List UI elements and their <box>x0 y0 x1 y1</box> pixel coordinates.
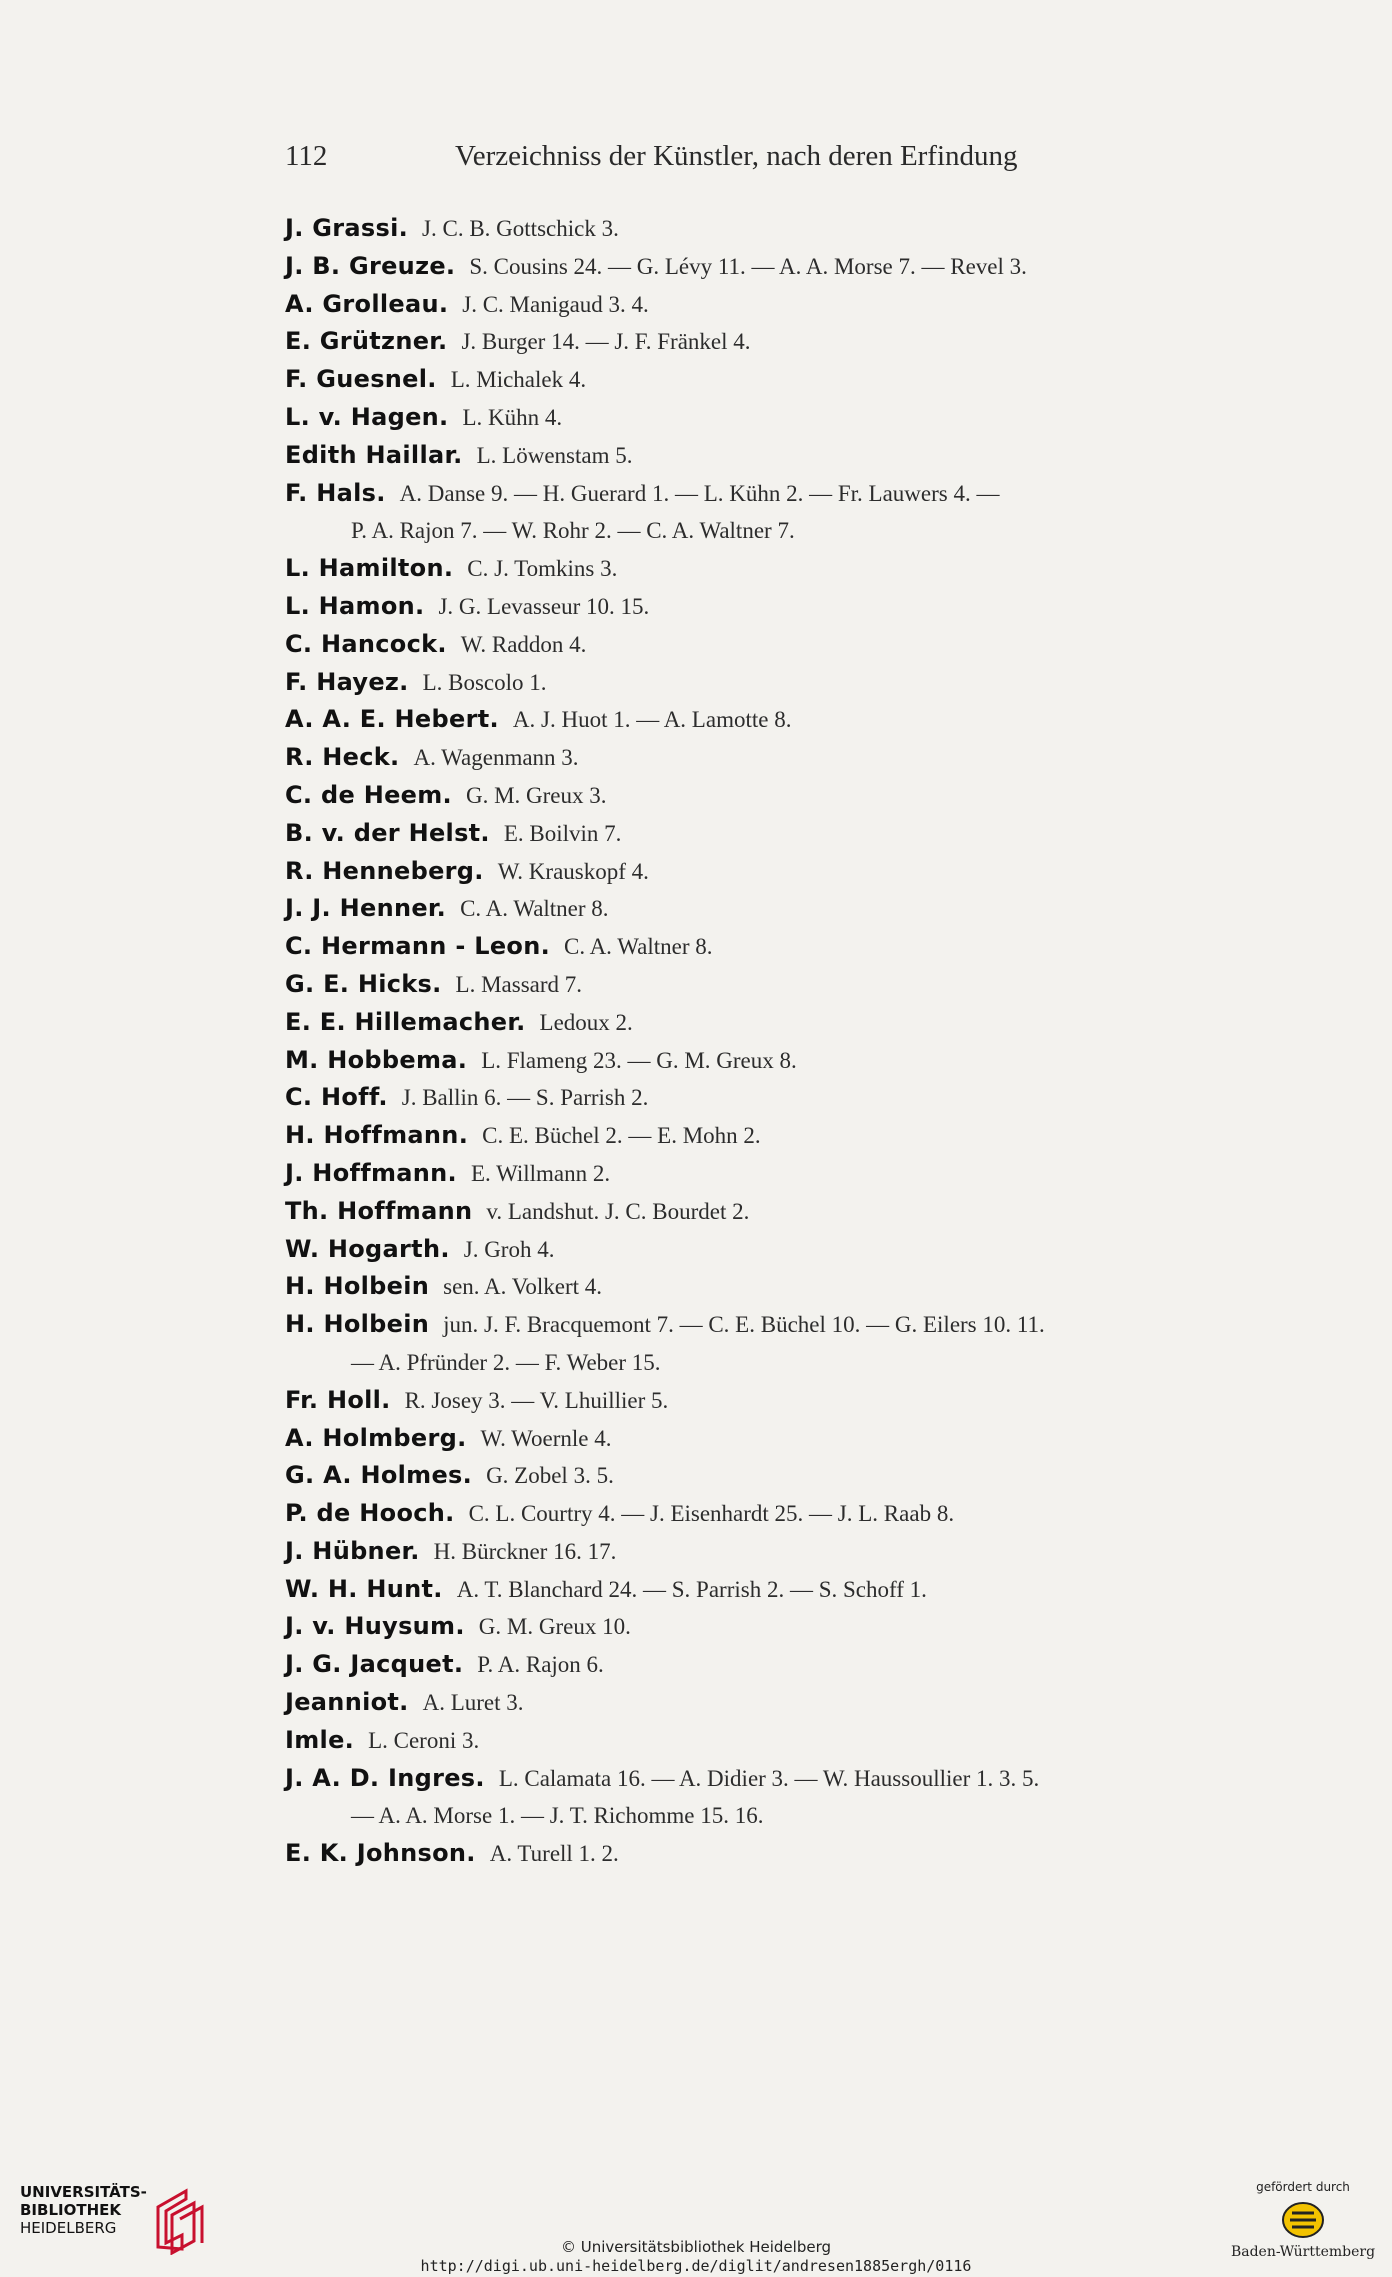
artist-name: E. K. Johnson. <box>285 1839 476 1868</box>
index-entry <box>285 1835 1265 1873</box>
engraver-list: C. A. Waltner 8. <box>564 934 713 960</box>
index-entry <box>285 1722 1265 1760</box>
engraver-list: L. Kühn 4. <box>462 404 563 430</box>
engraver-list: v. Landshut. J. C. Bourdet 2. <box>486 1198 750 1224</box>
library-name-line3: HEIDELBERG <box>20 2219 117 2237</box>
index-entry <box>285 626 1265 664</box>
engraver-list: W. Raddon 4. <box>460 631 587 657</box>
artist-name: M. Hobbema. <box>285 1045 468 1074</box>
engraver-list: J. C. B. Gottschick 3. <box>422 216 619 241</box>
page-number: 112 <box>285 140 328 172</box>
funding-logo <box>1228 2180 1378 2260</box>
artist-name: J. A. D. Ingres. <box>285 1763 485 1792</box>
index-entry <box>285 550 1265 588</box>
artist-name: R. Henneberg. <box>285 856 484 885</box>
permalink-url[interactable]: http://digi.ub.uni-heidelberg.de/diglit/andresen1885ergh/0116 <box>420 2257 972 2275</box>
index-entry <box>285 890 1265 928</box>
artist-name: C. de Heem. <box>285 780 452 809</box>
engraver-list: A. T. Blanchard 24. — S. Parrish 2. — S. Schoff 1. <box>456 1576 927 1602</box>
running-title: Verzeichniss der Künstler, nach deren Erfindung <box>455 140 1018 172</box>
artist-name: Edith Haillar. <box>285 440 463 469</box>
index-entry <box>285 248 1265 286</box>
index-entry <box>285 1608 1265 1646</box>
engraver-list: C. J. Tomkins 3. <box>467 556 618 582</box>
engraver-list: L. Ceroni 3. <box>368 1727 480 1753</box>
artist-name: H. Holbein <box>285 1272 430 1301</box>
artist-name: W. Hogarth. <box>285 1234 450 1263</box>
engraver-list: A. Luret 3. <box>422 1690 524 1716</box>
index-entry <box>285 286 1265 324</box>
engraver-list: J. Burger 14. — J. F. Fränkel 4. <box>461 329 751 355</box>
artist-name: A. A. E. Hebert. <box>285 705 499 734</box>
artist-name: Th. Hoffmann <box>285 1196 473 1225</box>
engraver-list: C. L. Courtry 4. — J. Eisenhardt 25. — J. L. Raab 8. <box>468 1501 955 1527</box>
engraver-list: J. Groh 4. <box>463 1236 555 1262</box>
artist-name: Fr. Holl. <box>285 1385 391 1414</box>
artist-name: H. Hoffmann. <box>285 1121 469 1150</box>
engraver-list: J. Ballin 6. — S. Parrish 2. <box>401 1085 649 1111</box>
engraver-list: H. Bürckner 16. 17. <box>433 1538 617 1564</box>
engraver-list: A. Wagenmann 3. <box>413 745 579 771</box>
artist-name: J. v. Huysum. <box>285 1612 465 1641</box>
artist-name: C. Hermann - Leon. <box>285 932 550 961</box>
artist-name: P. de Hooch. <box>285 1499 455 1528</box>
artist-name: L. v. Hagen. <box>285 402 449 431</box>
index-entry <box>285 815 1265 853</box>
funded-by-label: gefördert durch <box>1256 2180 1350 2194</box>
index-entry <box>285 323 1265 361</box>
artist-index-list <box>285 210 1265 1873</box>
index-entry <box>285 475 1265 513</box>
artist-name: J. Grassi. <box>285 214 409 242</box>
engraver-list: L. Flameng 23. — G. M. Greux 8. <box>481 1047 797 1073</box>
engraver-list: L. Michalek 4. <box>450 367 587 393</box>
index-entry <box>285 777 1265 815</box>
index-entry <box>285 701 1265 739</box>
engraver-list: G. Zobel 3. 5. <box>486 1463 614 1489</box>
engraver-list: C. A. Waltner 8. <box>460 896 609 922</box>
artist-name: L. Hamon. <box>285 591 425 620</box>
artist-name: L. Hamilton. <box>285 554 454 583</box>
index-entry <box>285 966 1265 1004</box>
artist-name: G. E. Hicks. <box>285 969 442 998</box>
artist-name: E. Grützner. <box>285 327 448 356</box>
index-entry <box>285 1306 1265 1344</box>
index-entry <box>285 1079 1265 1117</box>
artist-name: C. Hoff. <box>285 1083 388 1112</box>
engraver-list: A. J. Huot 1. — A. Lamotte 8. <box>512 707 792 733</box>
library-name-line1: UNIVERSITÄTS- <box>20 2183 147 2201</box>
index-entry <box>285 1495 1265 1533</box>
index-entry <box>285 437 1265 475</box>
artist-name: J. Hoffmann. <box>285 1158 457 1187</box>
engraver-list: S. Cousins 24. — G. Lévy 11. — A. A. Morse 7. — Revel 3. <box>469 253 1027 279</box>
engraver-list: L. Massard 7. <box>455 971 583 997</box>
engraver-list: L. Löwenstam 5. <box>476 442 633 468</box>
artist-name: E. E. Hillemacher. <box>285 1007 526 1036</box>
artist-name: F. Guesnel. <box>285 365 437 394</box>
index-entry <box>285 1382 1265 1420</box>
engraver-list: — A. Pfründer 2. — F. Weber 15. <box>351 1349 661 1375</box>
index-entry <box>285 399 1265 437</box>
index-entry-continuation <box>285 512 1265 550</box>
artist-name: F. Hals. <box>285 478 386 507</box>
engraver-list: W. Woernle 4. <box>480 1425 612 1451</box>
index-entry <box>285 1571 1265 1609</box>
artist-name: J. Hübner. <box>285 1536 420 1565</box>
engraver-list: — A. A. Morse 1. — J. T. Richomme 15. 16. <box>351 1803 764 1829</box>
artist-name: J. J. Henner. <box>285 894 447 923</box>
engraver-list: sen. A. Volkert 4. <box>443 1274 603 1300</box>
index-entry <box>285 361 1265 399</box>
index-entry <box>285 1268 1265 1306</box>
index-entry-continuation <box>285 1344 1265 1382</box>
engraver-list: G. M. Greux 10. <box>478 1614 631 1640</box>
artist-name: A. Grolleau. <box>285 289 449 318</box>
engraver-list: L. Boscolo 1. <box>422 669 547 695</box>
engraver-list: A. Turell 1. 2. <box>489 1841 619 1867</box>
engraver-list: Ledoux 2. <box>539 1009 633 1035</box>
artist-name: A. Holmberg. <box>285 1423 467 1452</box>
index-entry <box>285 1042 1265 1080</box>
engraver-list: A. Danse 9. — H. Guerard 1. — L. Kühn 2. — Fr. Lauwers 4. — <box>399 480 1000 506</box>
index-entry <box>285 1420 1265 1458</box>
artist-name: Imle. <box>285 1725 355 1754</box>
index-entry <box>285 1760 1265 1798</box>
index-entry <box>285 1231 1265 1269</box>
index-entry <box>285 928 1265 966</box>
engraver-list: L. Calamata 16. — A. Didier 3. — W. Haussoullier 1. 3. 5. <box>498 1765 1040 1791</box>
copyright-line: © Universitätsbibliothek Heidelberg <box>560 2238 831 2256</box>
engraver-list: jun. J. F. Bracquemont 7. — C. E. Büchel 10. — G. Eilers 10. 11. <box>443 1312 1045 1338</box>
state-coat-of-arms-icon <box>1280 2200 1326 2240</box>
artist-name: C. Hancock. <box>285 629 447 658</box>
engraver-list: E. Willmann 2. <box>470 1160 611 1186</box>
index-entry <box>285 1004 1265 1042</box>
artist-name: F. Hayez. <box>285 667 409 696</box>
index-entry <box>285 588 1265 626</box>
artist-name: Jeanniot. <box>285 1688 409 1717</box>
engraver-list: J. G. Levasseur 10. 15. <box>438 593 650 619</box>
artist-name: W. H. Hunt. <box>285 1574 443 1603</box>
engraver-list: P. A. Rajon 6. <box>477 1652 604 1678</box>
index-entry <box>285 1155 1265 1193</box>
artist-name: J. G. Jacquet. <box>285 1650 464 1679</box>
index-entry <box>285 739 1265 777</box>
library-name-line2: BIBLIOTHEK <box>20 2201 121 2219</box>
engraver-list: G. M. Greux 3. <box>465 782 607 808</box>
index-entry <box>285 1193 1265 1231</box>
footer-credits <box>0 2238 1392 2276</box>
index-entry <box>285 210 1265 248</box>
engraver-list: J. C. Manigaud 3. 4. <box>462 291 649 317</box>
artist-name: G. A. Holmes. <box>285 1461 473 1490</box>
engraver-list: P. A. Rajon 7. — W. Rohr 2. — C. A. Waltner 7. <box>351 518 795 544</box>
index-entry <box>285 1457 1265 1495</box>
index-entry <box>285 1646 1265 1684</box>
library-name <box>20 2183 147 2237</box>
engraver-list: C. E. Büchel 2. — E. Mohn 2. <box>482 1123 761 1149</box>
artist-name: H. Holbein <box>285 1310 430 1339</box>
artist-name: B. v. der Helst. <box>285 818 490 847</box>
index-entry <box>285 1533 1265 1571</box>
index-entry <box>285 664 1265 702</box>
index-entry <box>285 853 1265 891</box>
index-entry-continuation <box>285 1797 1265 1835</box>
index-entry <box>285 1684 1265 1722</box>
engraver-list: E. Boilvin 7. <box>503 820 622 846</box>
engraver-list: W. Krauskopf 4. <box>497 858 649 884</box>
index-entry <box>285 1117 1265 1155</box>
artist-name: J. B. Greuze. <box>285 251 456 280</box>
engraver-list: R. Josey 3. — V. Lhuillier 5. <box>404 1387 669 1413</box>
state-name: Baden-Württemberg <box>1230 2244 1376 2260</box>
artist-name: R. Heck. <box>285 743 400 772</box>
